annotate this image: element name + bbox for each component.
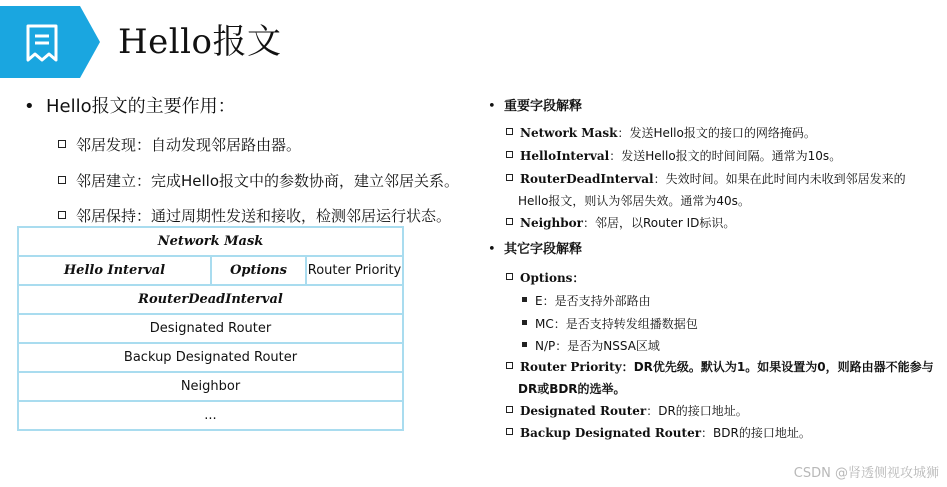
bullet-dot: •: [488, 99, 496, 114]
field-desc: ：发送Hello报文的时间间隔。通常为10s。: [609, 149, 842, 163]
field-network-mask: Network Mask: [18, 227, 403, 256]
hello-packet-format-table: [17, 226, 404, 431]
field-desc-continued: DR或BDR的选举。: [518, 382, 626, 396]
option-flag-text: MC：是否支持转发组播数据包: [535, 317, 698, 331]
list-item: [58, 134, 301, 155]
option-flag-text: N/P：是否为NSSA区域: [535, 339, 660, 353]
field-desc: ：DR的接口地址。: [646, 404, 748, 418]
square-bullet-icon: [506, 128, 513, 135]
option-flag: [522, 292, 651, 309]
other-fields-heading: [488, 238, 582, 257]
list-item-text: 邻居建立：完成Hello报文中的参数协商，建立邻居关系。: [76, 172, 460, 190]
important-fields-heading: [488, 95, 582, 114]
field-explanation: [506, 400, 936, 422]
square-bullet-icon: [506, 174, 513, 181]
field-designated-router: Designated Router: [18, 314, 403, 343]
filled-square-bullet-icon: [522, 297, 527, 302]
square-bullet-icon: [58, 211, 66, 219]
bullet-dot: •: [24, 96, 35, 117]
square-bullet-icon: [506, 406, 513, 413]
field-router-dead-interval: RouterDeadInterval: [18, 285, 403, 314]
heading-text: 重要字段解释: [504, 99, 583, 114]
field-explanation: [506, 168, 936, 212]
field-neighbor: Neighbor: [18, 372, 403, 401]
field-explanation: [506, 422, 936, 444]
field-term: Neighbor: [520, 216, 583, 230]
list-item-text: 邻居保持：通过周期性发送和接收，检测邻居运行状态。: [76, 207, 452, 225]
field-ellipsis: ...: [18, 401, 403, 430]
square-bullet-icon: [58, 140, 66, 148]
field-explanation: [506, 356, 936, 400]
square-bullet-icon: [506, 428, 513, 435]
square-bullet-icon: [58, 176, 66, 184]
option-flag: [522, 315, 698, 332]
field-desc: ：邻居，以Router ID标识。: [583, 216, 736, 230]
field-options: Options: [211, 256, 306, 285]
field-desc-continued: Hello报文，则认为邻居失效。通常为40s。: [518, 194, 750, 208]
field-backup-designated-router: Backup Designated Router: [18, 343, 403, 372]
field-hello-interval: Hello Interval: [18, 256, 211, 285]
title-banner: [0, 6, 102, 78]
field-explanation: [506, 212, 936, 234]
field-explanation: [506, 267, 936, 289]
filled-square-bullet-icon: [522, 320, 527, 325]
field-term: Backup Designated Router: [520, 426, 702, 440]
field-desc: ：失效时间。如果在此时间内未收到邻居发来的: [653, 172, 906, 186]
field-term: Router Priority：: [520, 360, 634, 374]
field-desc: ：BDR的接口地址。: [701, 426, 811, 440]
field-term: Network Mask: [520, 126, 618, 140]
bullet-dot: •: [488, 242, 496, 257]
square-bullet-icon: [506, 151, 513, 158]
option-flag-text: E：是否支持外部路由: [535, 294, 651, 308]
option-flag: [522, 337, 660, 354]
square-bullet-icon: [506, 362, 513, 369]
field-explanation: [506, 122, 936, 144]
field-term: HelloInterval: [520, 149, 610, 163]
list-item: [58, 170, 459, 191]
field-term: Designated Router: [520, 404, 647, 418]
list-item-text: 邻居发现：自动发现邻居路由器。: [76, 136, 302, 154]
field-desc: ：发送Hello报文的接口的网络掩码。: [617, 126, 816, 140]
square-bullet-icon: [506, 273, 513, 280]
field-explanation: [506, 145, 936, 167]
list-item: [58, 205, 451, 226]
field-term: Options：: [520, 271, 585, 285]
main-bullet: [24, 92, 236, 118]
square-bullet-icon: [506, 218, 513, 225]
field-term: RouterDeadInterval: [520, 172, 654, 186]
field-desc: DR优先级。默认为1。如果设置为0，则路由器不能参与: [633, 360, 934, 374]
field-router-priority: Router Priority: [306, 256, 403, 285]
main-bullet-text: Hello报文的主要作用：: [46, 96, 236, 117]
filled-square-bullet-icon: [522, 342, 527, 347]
page-title: Hello报文: [118, 22, 282, 62]
heading-text: 其它字段解释: [504, 242, 583, 257]
watermark: CSDN @肾透侧视攻城狮: [793, 466, 939, 481]
